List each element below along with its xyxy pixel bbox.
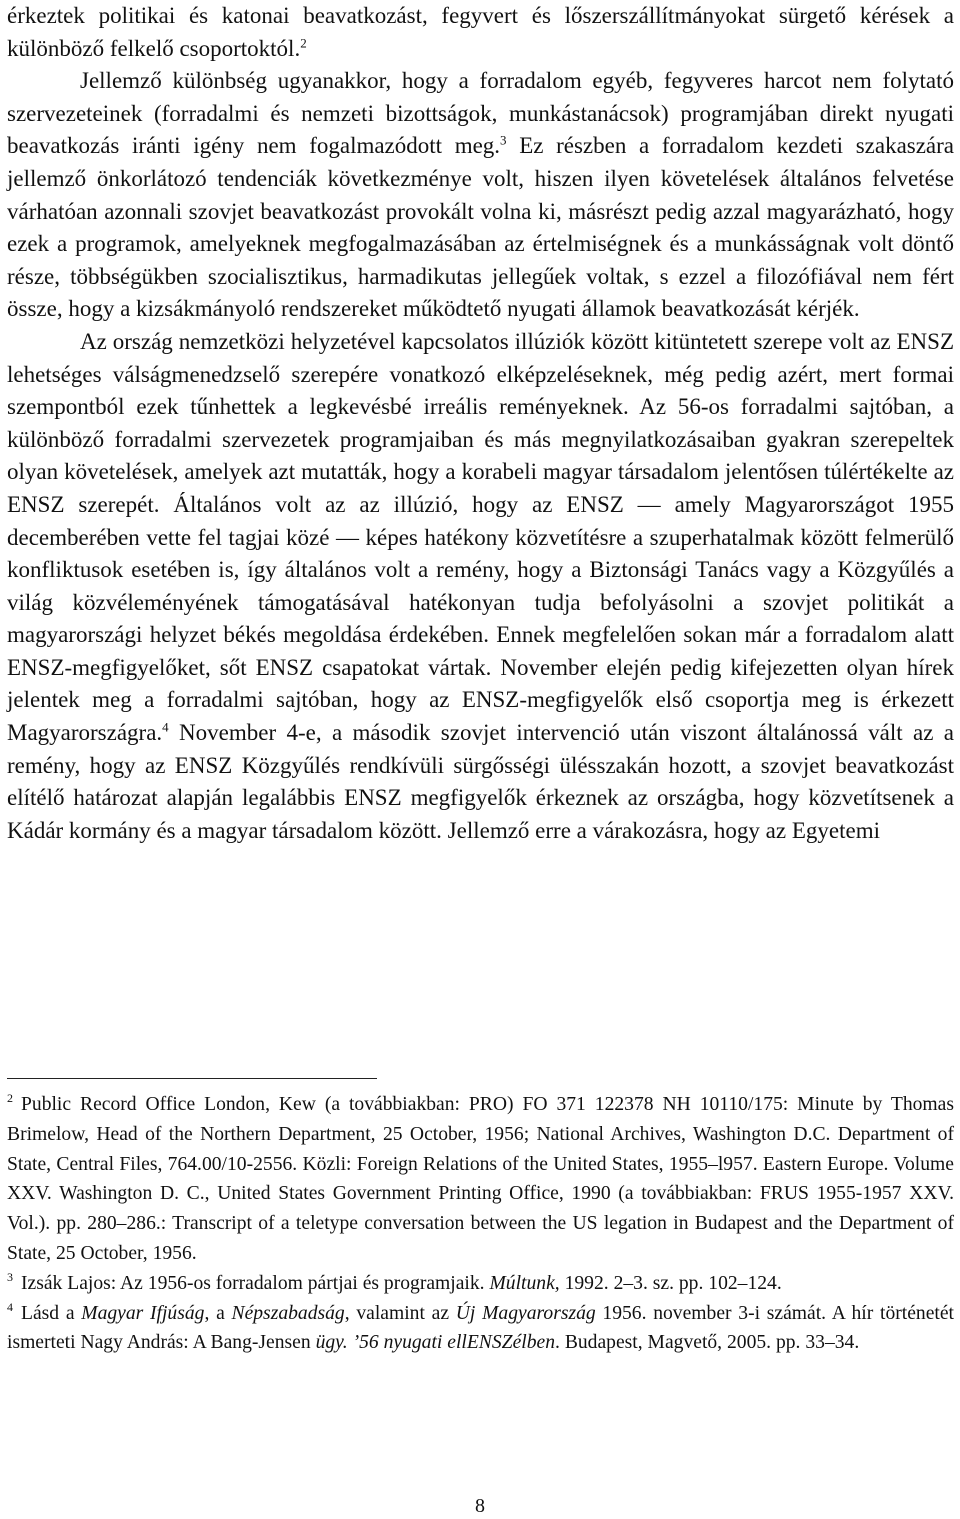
footnote-2-number: 2	[7, 1091, 13, 1106]
paragraph-2-text-b: Ez részben a forradalom kezdeti szakaszára jellemző önkorlátozó tendenciák következménye volt, hiszen ilyen követelések általános felvetése várhatóan azonnali szovjet beavatkozást provokált volna ki, másrészt pedig azzal magyarázható, hogy ezek a programok, amelyeknek megfogalmazásában az értelmiségnek és a munkásságnak volt döntő része, többségükben szocialisztikus, harmadikutas jellegűek voltak, s ezzel a filozófiával nem fért össze, hogy a kizsákmányoló rendszereket működtető nyugati államok beavatkozását kérjék.	[7, 133, 955, 322]
page-number: 8	[475, 1495, 485, 1517]
footnote-ref-4[interactable]: 4	[162, 719, 169, 735]
footnote-4-title-4: ügy. ’56 nyugati ellENSZélben	[315, 1332, 556, 1354]
footnote-4	[7, 1299, 954, 1359]
paragraph-1-text: érkeztek politikai és katonai beavatkozást, fegyvert és lőszerszállítmányokat sürgető kérések a különböző felkelő csoportoktól.	[7, 3, 954, 61]
footnote-2-text: Public Record Office London, Kew (a továbbiakban: PRO) FO 371 122378 NH 10110/175: Minute by Thomas Brimelow, Head of the Northern Department, 25 October, 1956; National Archives, Washington D.C. Department of State, Central Files, 764.00/10-2556. Közli: Foreign Relations of the United States, 1955–l957. Eastern Europe. Volume XXV. Washington D. C., United States Government Printing Office, 1990 (a továbbiakban: FRUS 1955-1957 XXV. Vol.). pp. 280–286.: Transcript of a teletype conversation between the US legation in Budapest and the Department of State, 25 October, 1956.	[7, 1094, 954, 1264]
paragraph-1	[7, 0, 954, 65]
footnote-4-text-a: Lásd a	[21, 1302, 82, 1324]
footnote-ref-2[interactable]: 2	[300, 34, 307, 50]
footnote-ref-3[interactable]: 3	[500, 132, 507, 148]
paragraph-3-text-b: November 4-e, a második szovjet intervenció után viszont általánossá vált az a remény, hogy az ENSZ Közgyűlés rendkívüli sürgősségi ülésszakán hozott, a szovjet beavatkozást elítélő határozat alapján legalábbis ENSZ megfigyelők érkeznek az országba, hogy közvetítsenek a Kádár kormány és a magyar társadalom között. Jellemző erre a várakozásra, hogy az Egyetemi	[7, 720, 954, 843]
footnote-separator	[7, 1078, 377, 1079]
footnote-4-title-1: Magyar Ifjúság	[81, 1302, 205, 1324]
footnote-3	[7, 1269, 954, 1299]
footnote-4-number: 4	[7, 1300, 13, 1315]
paragraph-2-text-a: Jellemző különbség ugyanakkor, hogy a forradalom egyéb, fegyveres harcot nem folytató szervezeteinek (forradalmi és nemzeti bizottságok, munkástanácsok) programjában direkt nyugati beavatkozás iránti igény nem fogalmazódott meg.	[7, 68, 954, 159]
footnote-4-title-3: Új Magyarország	[455, 1302, 596, 1324]
footnote-3-text-b: 1992. 2–3. sz. pp. 102–124.	[559, 1272, 782, 1294]
paragraph-3-text-a: Az ország nemzetközi helyzetével kapcsolatos illúziók között kitüntetett szerepe volt az ENSZ lehetséges válságmenedzselő szerepére vonatkozó elképzeléseknek, még pedig azért, mert formai szempontból ezek tűnhettek a legkevésbé irreális reményeknek. Az 56-os forradalmi sajtóban, a különböző forradalmi szervezetek programjaiban és más megnyilatkozásaiban gyakran szerepeltek olyan követelések, amelyek azt mutatták, hogy a korabeli magyar társadalom jelentősen túlértékelte az ENSZ szerepét. Általános volt az az illúzió, hogy az ENSZ ― amely Magyarországot 1955 decemberében vette fel tagjai közé ― képes hatékony közvetítésre a szuperhatalmak között felmerülő konfliktusok esetében is, így általános volt a remény, hogy a Biztonsági Tanács vagy a Közgyűlés a világ közvéleményének támogatásával hatékonyan tudja befolyásolni a szovjet politikát a magyarországi helyzet békés megoldása érdekében. Ennek megfelelően sokan már a forradalom alatt ENSZ-megfigyelőket, sőt ENSZ csapatokat vártak. November elején pedig kifejezetten olyan hírek jelentek meg a forradalmi sajtóban, hogy az ENSZ-megfigyelők első csoportja meg is érkezett Magyarországra.	[7, 328, 954, 746]
document-body	[7, 0, 954, 847]
footnote-4-text-d: 1956. november 3-i számát. A hír történetét ismerteti Nagy András: A Bang-Jensen	[7, 1302, 954, 1354]
footnote-4-text-e: . Budapest, Magvető, 2005. pp. 33–34.	[555, 1332, 860, 1354]
footnotes	[7, 1090, 954, 1358]
footnote-2	[7, 1090, 954, 1269]
footnote-3-text-a: Izsák Lajos: Az 1956-os forradalom pártjai és programjaik.	[21, 1272, 490, 1294]
footnote-4-text-b: , a	[204, 1302, 232, 1324]
footnote-3-number: 3	[7, 1270, 13, 1285]
footnote-3-journal-title: Múltunk,	[489, 1272, 560, 1294]
paragraph-3	[7, 326, 954, 848]
footnote-4-text-c: , valamint az	[344, 1302, 456, 1324]
paragraph-2	[7, 65, 954, 326]
footnote-4-title-2: Népszabadság	[231, 1302, 345, 1324]
